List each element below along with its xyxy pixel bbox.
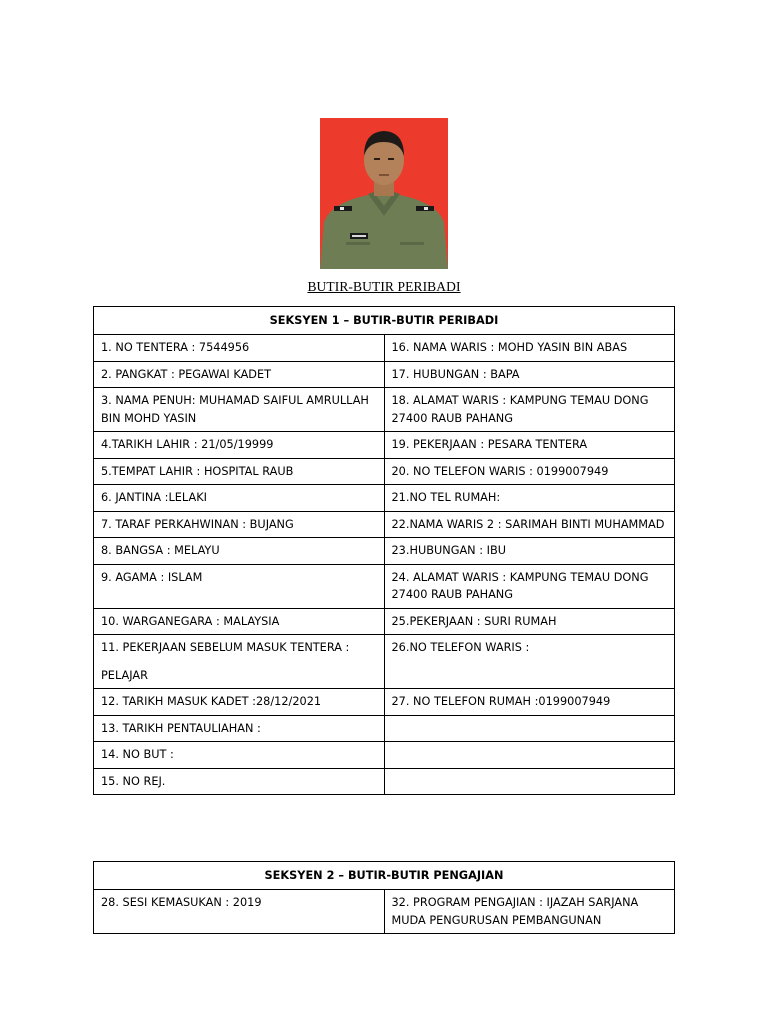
field-label: 11. PEKERJAAN SEBELUM MASUK TENTERA : (101, 641, 350, 654)
field-cell (94, 635, 385, 689)
field-cell: 15. NO REJ. (94, 768, 385, 795)
field-cell: 25.PEKERJAAN : SURI RUMAH (384, 608, 675, 635)
table-row (94, 608, 675, 635)
field-cell: 32. PROGRAM PENGAJIAN : IJAZAH SARJANA MUDA PENGURUSAN PEMBANGUNAN (384, 890, 675, 934)
table-row (94, 768, 675, 795)
field-cell: 16. NAMA WARIS : MOHD YASIN BIN ABAS (384, 335, 675, 362)
table-row (94, 538, 675, 565)
field-cell: 14. NO BUT : (94, 742, 385, 769)
field-cell: 9. AGAMA : ISLAM (94, 564, 385, 608)
section1-table (93, 306, 675, 795)
field-cell: 4.TARIKH LAHIR : 21/05/19999 (94, 432, 385, 459)
field-cell: 27. NO TELEFON RUMAH :0199007949 (384, 689, 675, 716)
table-row (94, 388, 675, 432)
field-cell: 8. BANGSA : MELAYU (94, 538, 385, 565)
document-heading: BUTIR-BUTIR PERIBADI (307, 279, 461, 294)
table-row (94, 742, 675, 769)
field-cell: 21.NO TEL RUMAH: (384, 485, 675, 512)
table-row (94, 335, 675, 362)
field-cell: 23.HUBUNGAN : IBU (384, 538, 675, 565)
field-cell: 28. SESI KEMASUKAN : 2019 (94, 890, 385, 934)
table-row (94, 689, 675, 716)
field-cell: 26.NO TELEFON WARIS : (384, 635, 675, 689)
field-cell: 19. PEKERJAAN : PESARA TENTERA (384, 432, 675, 459)
table-row (94, 485, 675, 512)
table-row (94, 511, 675, 538)
field-cell: 13. TARIKH PENTAULIAHAN : (94, 715, 385, 742)
field-cell: 1. NO TENTERA : 7544956 (94, 335, 385, 362)
field-cell: 3. NAMA PENUH: MUHAMAD SAIFUL AMRULLAH BIN MOHD YASIN (94, 388, 385, 432)
field-cell: 22.NAMA WARIS 2 : SARIMAH BINTI MUHAMMAD (384, 511, 675, 538)
field-cell: 10. WARGANEGARA : MALAYSIA (94, 608, 385, 635)
table-row (94, 432, 675, 459)
table-row (94, 361, 675, 388)
field-cell: 17. HUBUNGAN : BAPA (384, 361, 675, 388)
field-cell: 5.TEMPAT LAHIR : HOSPITAL RAUB (94, 458, 385, 485)
passport-photo (320, 118, 448, 269)
field-cell: 24. ALAMAT WARIS : KAMPUNG TEMAU DONG 27400 RAUB PAHANG (384, 564, 675, 608)
table-row (94, 890, 675, 934)
section2-title: SEKSYEN 2 – BUTIR-BUTIR PENGAJIAN (94, 862, 675, 890)
field-cell (384, 768, 675, 795)
field-cell: 6. JANTINA :LELAKI (94, 485, 385, 512)
section2-table (93, 861, 675, 934)
field-cell: 12. TARIKH MASUK KADET :28/12/2021 (94, 689, 385, 716)
field-cell (384, 742, 675, 769)
table-row (94, 635, 675, 689)
field-cell (384, 715, 675, 742)
table-row (94, 564, 675, 608)
field-value: PELAJAR (101, 668, 148, 682)
field-cell: 20. NO TELEFON WARIS : 0199007949 (384, 458, 675, 485)
table-row (94, 715, 675, 742)
field-cell: 18. ALAMAT WARIS : KAMPUNG TEMAU DONG 27400 RAUB PAHANG (384, 388, 675, 432)
field-cell: 7. TARAF PERKAHWINAN : BUJANG (94, 511, 385, 538)
field-cell: 2. PANGKAT : PEGAWAI KADET (94, 361, 385, 388)
section1-title: SEKSYEN 1 – BUTIR-BUTIR PERIBADI (94, 307, 675, 335)
table-row (94, 458, 675, 485)
